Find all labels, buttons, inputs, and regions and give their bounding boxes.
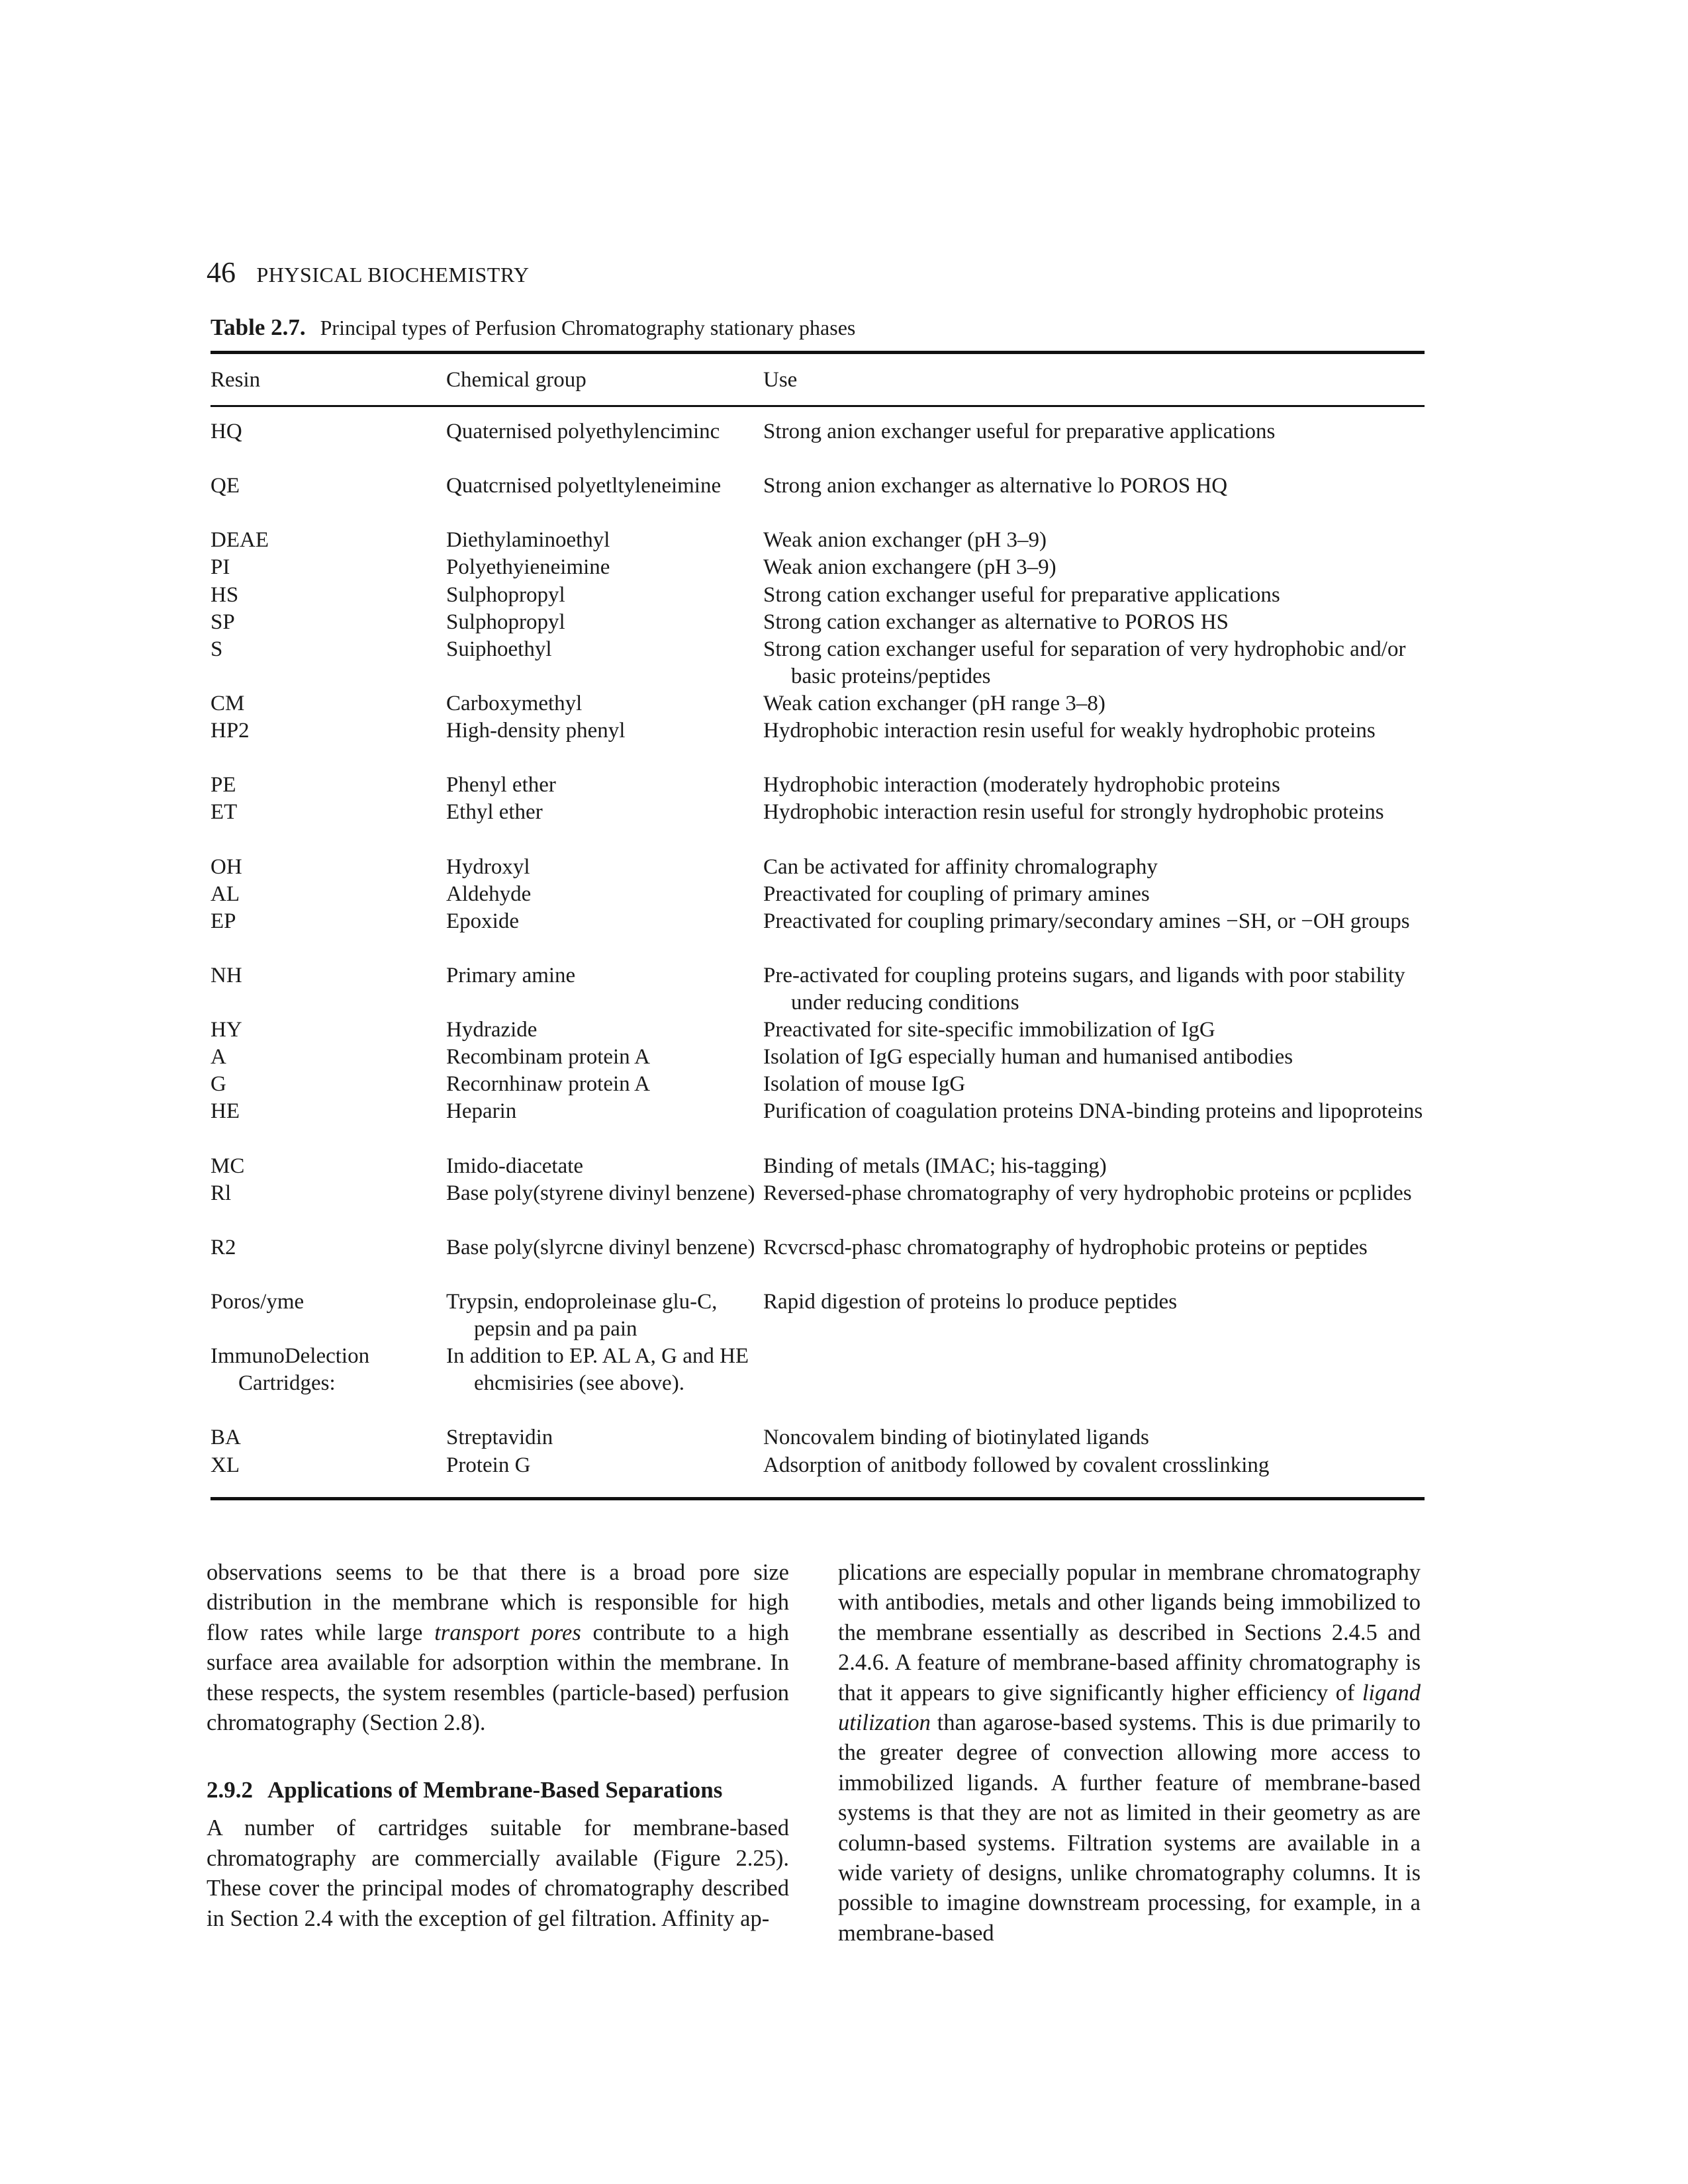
- cell-resin: HE: [211, 1099, 240, 1124]
- cell-use: Hydrophobic interaction resin useful for weakly hydrophobic proteins: [763, 719, 1376, 743]
- header-chemical-group: Chemical group: [446, 368, 586, 392]
- cell-chemical-group: Suiphoethyl: [446, 637, 552, 661]
- table-row: [211, 908, 1425, 962]
- cell-chemical-group: Quatcrnised polyetltyleneimine: [446, 474, 722, 498]
- page-number: 46: [207, 256, 236, 289]
- cell-use: Weak anion exchanger (pH 3–9): [763, 528, 1047, 553]
- cell-chemical-group: Quaternised polyethylenciminc: [446, 420, 720, 443]
- cell-use: Weak anion exchangere (pH 3–9): [763, 555, 1056, 580]
- table-row: [211, 690, 1425, 717]
- text-run: contribute to a high surface area available for adsorption within the membrane. In these respects, the system resembles (particle-based) perfusion chromatography (Section 2.8).: [207, 1619, 790, 1736]
- cell-use: Hydrophobic interaction (moderately hydrophobic proteins: [763, 773, 1280, 797]
- section-heading: [207, 1775, 789, 1805]
- cell-chemical-group: Ethyl ether: [446, 800, 543, 825]
- cell-use: Rapid digestion of proteins lo produce peptides: [763, 1290, 1178, 1314]
- cell-resin: A: [211, 1045, 226, 1069]
- table-row: [211, 1343, 1425, 1424]
- table-row: [211, 609, 1425, 636]
- cell-resin: HY: [211, 1018, 242, 1042]
- table-caption-text: Principal types of Perfusion Chromatography stationary phases: [320, 316, 856, 340]
- table-row: [211, 418, 1425, 473]
- cell-chemical-group: Streptavidin: [446, 1426, 553, 1450]
- cell-chemical-group: Recornhinaw protein A: [446, 1072, 650, 1097]
- cell-use: Preactivated for coupling of primary amines: [763, 882, 1150, 906]
- table-row: [211, 554, 1425, 581]
- table-row: [211, 1452, 1425, 1479]
- cell-use: Strong cation exchanger useful for preparative applications: [763, 582, 1280, 607]
- cell-use: Preactivated for coupling primary/secondary amines −SH, or −OH groups: [763, 909, 1410, 933]
- cell-resin: Poros/yme: [211, 1290, 305, 1314]
- cell-use: Reversed-phase chromatography of very hydrophobic proteins or pcplides: [763, 1181, 1412, 1205]
- cell-chemical-group: Recombinam protein A: [446, 1045, 650, 1069]
- cell-use: Binding of metals (IMAC; his-tagging): [763, 1154, 1107, 1178]
- body-paragraph: [207, 1558, 789, 1738]
- emphasis-text: ligand utilization: [838, 1680, 1421, 1736]
- cell-chemical-group: Carboxymethyl: [446, 691, 583, 715]
- table-label: Table 2.7.: [211, 314, 306, 340]
- body-paragraph: A number of cartridges suitable for membrane-based chromatography are commercially available (Figure 2.25). These cover the principal modes of chromatography described in Section 2.4 with the exception of gel filtration. Affinity ap-: [207, 1815, 789, 1931]
- table-row: [211, 582, 1425, 609]
- table-row: [211, 772, 1425, 799]
- table-row: [211, 1289, 1425, 1343]
- cell-use: Purification of coagulation proteins DNA-binding proteins and lipoproteins: [763, 1099, 1423, 1124]
- table-row: [211, 1234, 1425, 1289]
- table-row: [211, 799, 1425, 853]
- cell-use: Isolation of IgG especially human and humanised antibodies: [763, 1045, 1293, 1069]
- cell-use: Isolation of mouse IgG: [763, 1072, 966, 1097]
- section-title: Applications of Membrane-Based Separations: [267, 1777, 723, 1803]
- section-number: 2.9.2: [207, 1777, 253, 1803]
- cell-use: Rcvcrscd-phasc chromatography of hydrophobic proteins or peptides: [763, 1235, 1368, 1259]
- cell-resin: XL: [211, 1453, 240, 1477]
- cell-resin: Rl: [211, 1181, 232, 1205]
- cell-resin: OH: [211, 854, 242, 879]
- cell-use: Strong anion exchanger as alternative lo POROS HQ: [763, 474, 1228, 498]
- header-use: Use: [763, 368, 798, 392]
- cell-use: Hydrophobic interaction resin useful for strongly hydrophobic proteins: [763, 800, 1384, 825]
- cell-use: Preactivated for site-specific immobilization of IgG: [763, 1018, 1215, 1042]
- cell-use: Strong anion exchanger useful for preparative applications: [763, 420, 1276, 443]
- cell-resin: HP2: [211, 719, 250, 743]
- cell-use: Weak cation exchanger (pH range 3–8): [763, 691, 1105, 715]
- table-caption: [211, 314, 855, 341]
- cell-resin: PE: [211, 773, 236, 797]
- cell-resin: NH: [211, 963, 242, 987]
- cell-use: Adsorption of anitbody followed by covalent crosslinking: [763, 1453, 1270, 1477]
- text-run: than agarose-based systems. This is due primarily to the greater degree of convection allowing more access to immobilized ligands. A further feature of membrane-based systems is that they are not as limited in their geometry as are column-based systems. Filtration systems are available in a wide variety of designs, unlike chromatography columns. It is possible to imagine downstream processing, for example, in a membrane-based: [838, 1710, 1421, 1946]
- cell-chemical-group: Base poly(slyrcne divinyl benzene): [446, 1235, 755, 1259]
- body-column-right: [838, 1558, 1421, 1948]
- cell-chemical-group: Trypsin, endoproleinase glu-C, pepsin and pa pain: [446, 1290, 718, 1342]
- table-row: [211, 717, 1425, 772]
- emphasis-text: transport pores: [434, 1619, 581, 1645]
- cell-chemical-group: Sulphopropyl: [446, 582, 565, 607]
- cell-use: Pre-activated for coupling proteins sugars, and ligands with poor stability under reducing conditions: [763, 963, 1405, 1015]
- table-row: [211, 1424, 1425, 1451]
- text-run: observations seems to be that there is a broad pore size distribution in the membrane which is responsible for high flow rates while large: [207, 1560, 789, 1645]
- cell-resin: AL: [211, 882, 240, 906]
- cell-use: Strong cation exchanger as alternative to POROS HS: [763, 610, 1229, 634]
- cell-chemical-group: Protein G: [446, 1453, 531, 1477]
- cell-use: Strong cation exchanger useful for separation of very hydrophobic and/or basic proteins/peptides: [763, 637, 1406, 688]
- cell-resin: S: [211, 637, 223, 661]
- cell-chemical-group: Epoxide: [446, 909, 519, 933]
- cell-resin: BA: [211, 1426, 241, 1450]
- running-title: PHYSICAL BIOCHEMISTRY: [256, 263, 530, 287]
- cell-resin: G: [211, 1072, 226, 1097]
- cell-resin: PI: [211, 555, 230, 580]
- table-row: [211, 1180, 1425, 1234]
- cell-resin: ImmunoDelection Cartridges:: [211, 1344, 370, 1396]
- cell-resin: EP: [211, 909, 236, 933]
- table-header-rule: [211, 405, 1425, 407]
- table-row: [211, 881, 1425, 908]
- cell-resin: MC: [211, 1154, 245, 1178]
- cell-resin: QE: [211, 474, 240, 498]
- table-row: [211, 1098, 1425, 1152]
- table-row: [211, 962, 1425, 1017]
- cell-chemical-group: Sulphopropyl: [446, 610, 565, 634]
- cell-chemical-group: Heparin: [446, 1099, 517, 1124]
- cell-chemical-group: Base poly(styrene divinyl benzene): [446, 1181, 755, 1205]
- table-row: [211, 1153, 1425, 1180]
- cell-use: Noncovalem binding of biotinylated ligands: [763, 1426, 1149, 1450]
- cell-resin: DEAE: [211, 528, 269, 553]
- cell-chemical-group: Hydrazide: [446, 1018, 538, 1042]
- cell-chemical-group: Phenyl ether: [446, 773, 556, 797]
- table-body: [211, 418, 1425, 1479]
- cell-chemical-group: Diethylaminoethyl: [446, 528, 610, 553]
- text-run: plications are especially popular in membrane chromatography with antibodies, metals and other ligands being immobilized to the membrane essentially as described in Sections 2.4.5 and 2.4.6. A feature of membrane-based affinity chromatography is that it appears to give significantly higher efficiency of: [838, 1560, 1421, 1706]
- cell-resin: R2: [211, 1235, 236, 1259]
- table-header-row: [211, 365, 1425, 394]
- cell-chemical-group: Hydroxyl: [446, 854, 530, 879]
- cell-chemical-group: In addition to EP. AL A, G and HE ehcmisiries (see above).: [446, 1344, 749, 1396]
- cell-resin: SP: [211, 610, 235, 634]
- cell-chemical-group: Aldehyde: [446, 882, 532, 906]
- cell-use: Can be activated for affinity chromalography: [763, 854, 1158, 879]
- table-top-rule: [211, 351, 1425, 354]
- table-row: [211, 636, 1425, 690]
- cell-chemical-group: High-density phenyl: [446, 719, 626, 743]
- body-column-left: [207, 1558, 789, 1934]
- table-bottom-rule: [211, 1497, 1425, 1500]
- cell-chemical-group: Imido-diacetate: [446, 1154, 584, 1178]
- cell-chemical-group: Polyethyieneimine: [446, 555, 610, 580]
- table-row: [211, 1044, 1425, 1071]
- cell-resin: ET: [211, 800, 238, 825]
- running-head: [207, 257, 530, 291]
- header-resin: Resin: [211, 368, 261, 392]
- table-row: [211, 527, 1425, 554]
- cell-resin: HS: [211, 582, 239, 607]
- table-row: [211, 473, 1425, 527]
- cell-resin: HQ: [211, 420, 242, 443]
- table-row: [211, 1071, 1425, 1098]
- body-paragraph: [838, 1558, 1421, 1948]
- cell-resin: CM: [211, 691, 245, 715]
- table-row: [211, 854, 1425, 881]
- table-row: [211, 1017, 1425, 1044]
- cell-chemical-group: Primary amine: [446, 963, 576, 987]
